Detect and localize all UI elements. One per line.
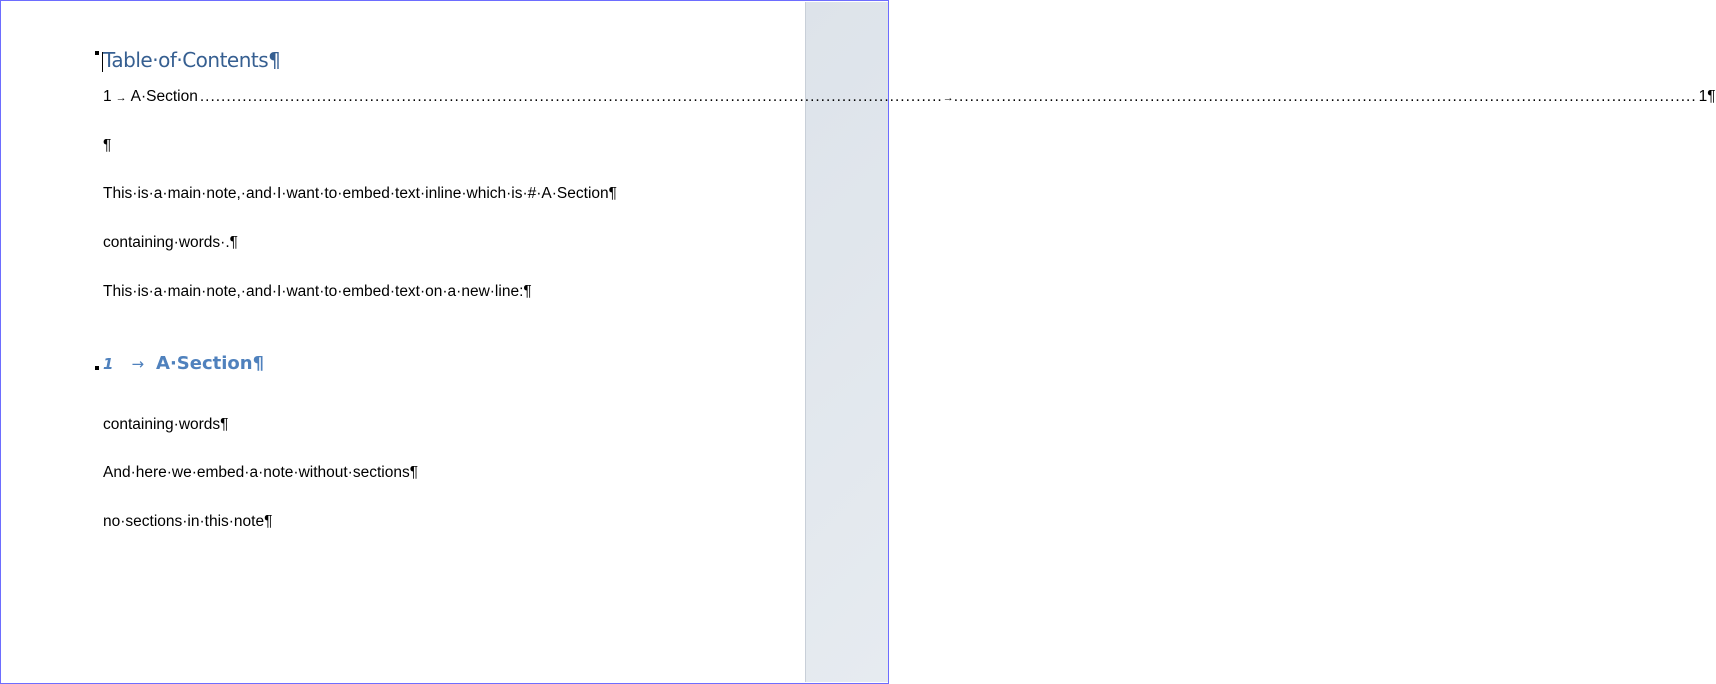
toc-leader: ............................................................................................................................................ [953, 88, 1697, 105]
section-heading [103, 353, 264, 374]
toc-entry[interactable] [103, 88, 1716, 106]
paragraph: no·sections·in·this·note¶ [103, 513, 273, 530]
toc-entry-label: A·Section [130, 88, 198, 105]
empty-paragraph: ¶ [103, 137, 112, 154]
tab-arrow-icon: → [115, 92, 127, 104]
paragraph-mark-icon [95, 366, 99, 370]
paragraph: This·is·a·main·note,·and·I·want·to·embed·text·on·a·new·line:¶ [103, 283, 532, 300]
heading-number: 1 [103, 355, 114, 373]
tab-arrow-icon: → [942, 92, 954, 104]
paragraph: This·is·a·main·note,·and·I·want·to·embed·text·inline·which·is·#·A·Section¶ [103, 185, 617, 202]
paragraph: containing·words¶ [103, 416, 229, 433]
toc-leader: ............................................................................................................................................ [199, 88, 943, 105]
paragraph-mark-icon [95, 51, 99, 55]
toc-entry-num: 1 [103, 88, 112, 105]
heading-text: A·Section¶ [156, 353, 265, 374]
paragraph: And·here·we·embed·a·note·without·sections¶ [103, 464, 419, 481]
tab-arrow-icon: → [131, 355, 145, 373]
toc-title: Table·of·Contents¶ [103, 48, 281, 72]
paragraph: containing·words·.¶ [103, 234, 238, 251]
toc-entry-page: 1¶ [1698, 88, 1716, 105]
